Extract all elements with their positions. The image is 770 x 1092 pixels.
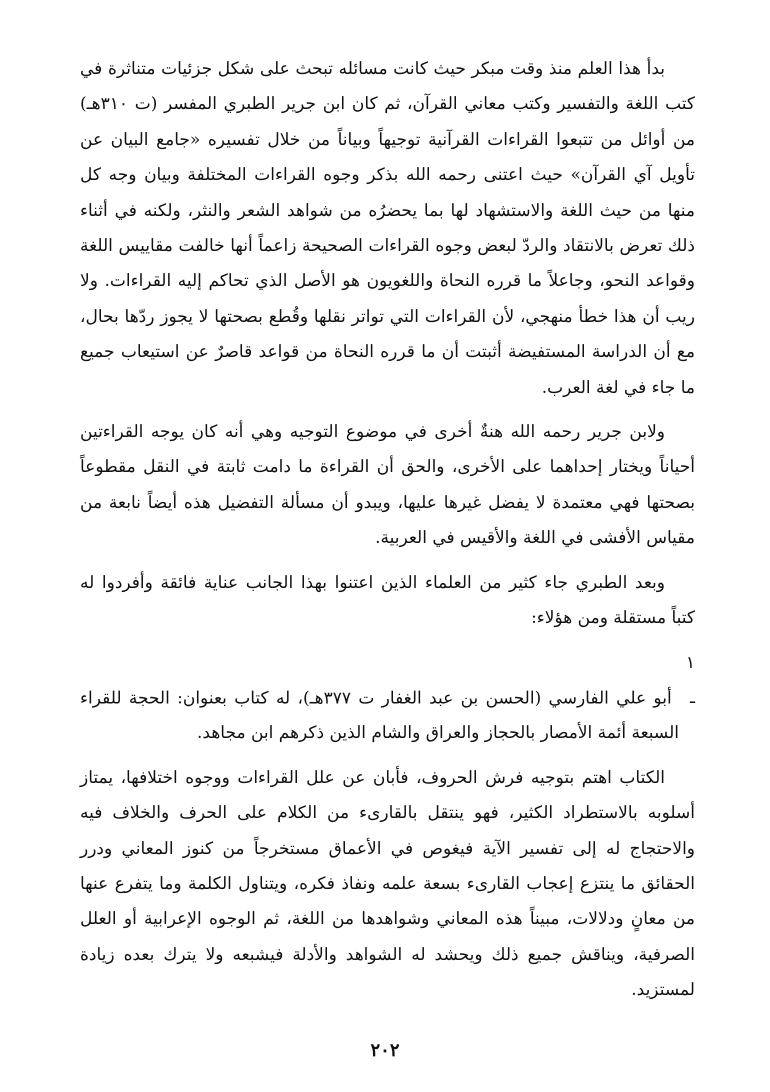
- list-item-text: أبو علي الفارسي (الحسن بن عبد الغفار ت ٣٧٧هـ)، له كتاب بعنوان: الحجة للقراء السبعة أئمة الأمصار بالحجاز والعراق والشام الذين ذكرهم ابن مجاهد.: [80, 687, 679, 744]
- list-item-number: ١ ـ: [685, 652, 695, 708]
- paragraph-scholars-after: وبعد الطبري جاء كثير من العلماء الذين اعتنوا بهذا الجانب عناية فائقة وأفردوا له كتباً مستقلة ومن هؤلاء:: [80, 572, 695, 629]
- page-body: [80, 52, 695, 1018]
- paragraph-tabari-intro: بدأ هذا العلم منذ وقت مبكر حيث كانت مسائله تبحث على شكل جزئيات متناثرة في كتب اللغة والتفسير وكتب معاني القرآن، ثم كان ابن جرير الطبري المفسر (ت ٣١٠هـ) من أوائل من تتبعوا القراءات القرآنية توجيهاً وبياناً من خلال تفسيره «جامع البيان عن تأويل آي القرآن» حيث اعتنى رحمه الله بذكر وجوه القراءات المختلفة وبيان وجه كل منها من حيث اللغة والاستشهاد لها بما يحضرُه من شواهد الشعر والنثر، ولكنه في أثناء ذلك تعرض بالانتقاد والردّ لبعض وجوه القراءات الصحيحة زاعماً أنها خالفت مقاييس اللغة وقواعد النحو، وجاعلاً ما قرره النحاة واللغويون هو الأصل الذي تحاكم إليه القراءات. ولا ريب أن هذا خطأ منهجي، لأن القراءات التي تواتر نقلها وقُطع بصحتها لا يجوز ردّها بحال، مع أن الدراسة المستفيضة أثبتت أن ما قرره النحاة من قواعد قاصرٌ عن استيعاب جميع ما جاء في لغة العرب.: [80, 59, 695, 398]
- paragraph-book-description: الكتاب اهتم بتوجيه فرش الحروف، فأبان عن علل القراءات ووجوه اختلافها، يمتاز أسلوبه بالاستطراد الكثير، فهو ينتقل بالقارىء من الكلام على الحرف والخلاف فيه والاحتجاج له إلى تفسير الآية فيغوص في الأعماق مستخرجاً من كنوز المعاني ودرر الحقائق ما ينتزع إعجاب القارىء بسعة علمه ونفاذ فكره، ويتناول الكلمة وما يتفرع عنها من معانٍ ودلالات، مبيناً هذه المعاني وشواهدها من اللغة، ثم الوجوه الإعرابية أو العلل الصرفية، ويناقش جميع ذلك ويحشد له الشواهد والأدلة فيشبعه ولا يترك بعده زيادة لمستزيد.: [80, 767, 695, 1001]
- list-item-farisi: [80, 646, 695, 752]
- paragraph-tabari-preference: ولابن جرير رحمه الله هنةٌ أخرى في موضوع التوجيه وهي أنه كان يوجه القراءتين أحياناً ويختار إحداهما على الأخرى، والحق أن القراءة ما دامت ثابتة في النقل مقطوعاً بصحتها فهي معتمدة لا يفضل غيرها عليها، ويبدو أن مسألة التفضيل هذه أيضاً نابعة من مقياس الأفشى في اللغة والأقيس في العربية.: [80, 422, 695, 549]
- page-number: ٢٠٢: [370, 1040, 400, 1061]
